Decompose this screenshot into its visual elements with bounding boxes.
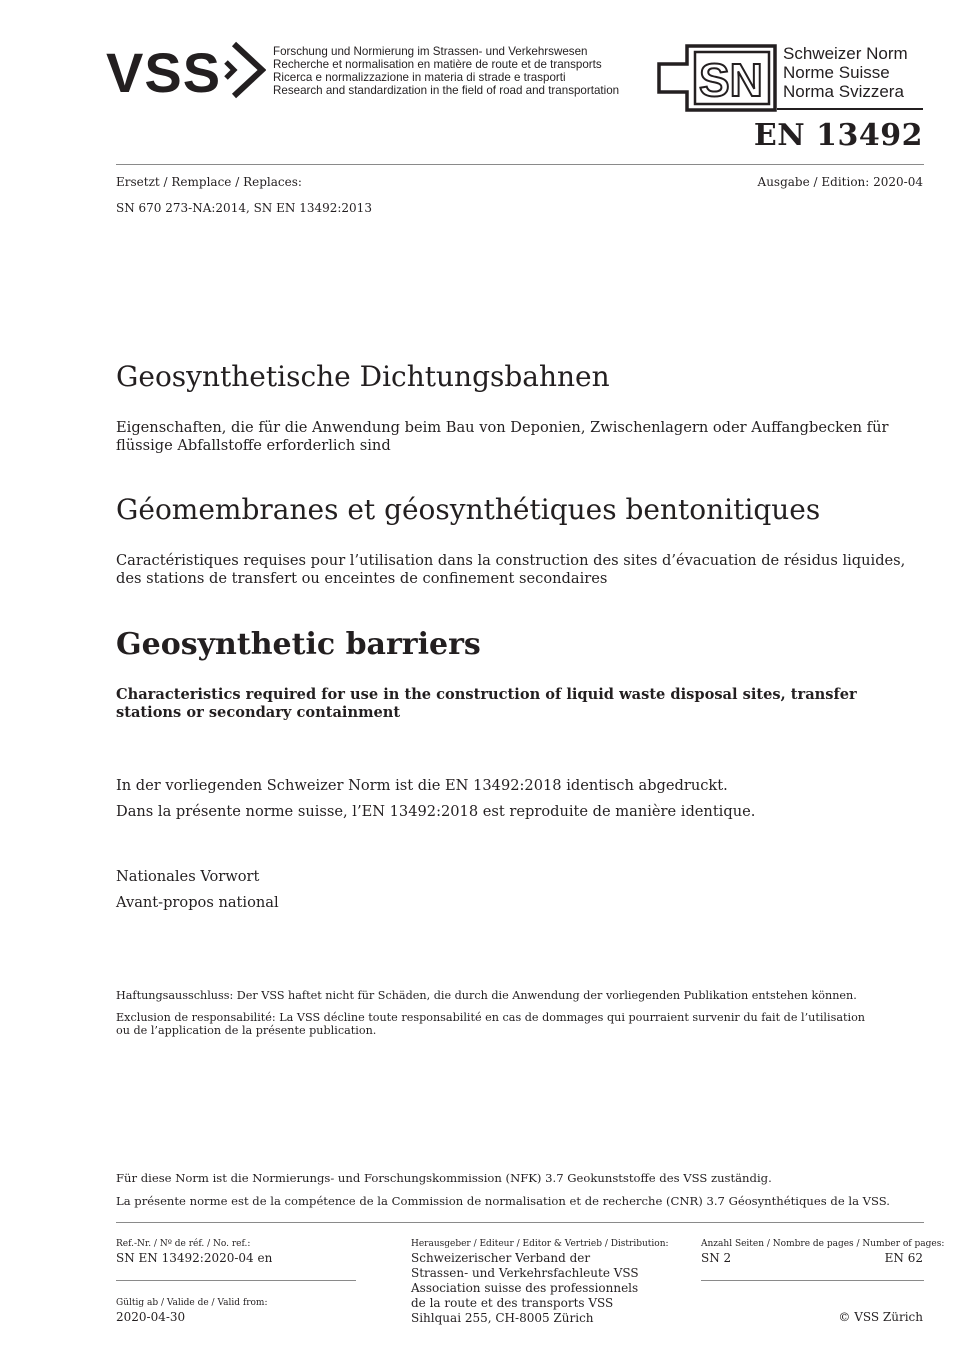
publisher-line: Schweizerischer Verband der <box>411 1251 591 1265</box>
sn-names <box>783 44 908 101</box>
reference-value: SN EN 13492:2020-04 en <box>116 1251 273 1265</box>
title-french: Géomembranes et géosynthétiques bentonitiques <box>116 493 821 526</box>
copyright: © VSS Zürich <box>838 1310 923 1324</box>
national-foreword-french: Avant-propos national <box>116 894 279 911</box>
vss-tagline-de: Forschung und Normierung im Strassen- und Verkehrswesen <box>273 45 588 58</box>
subtitle-english: Characteristics required for use in the construction of liquid waste disposal sites, transfer stations or secondary containment <box>116 686 857 721</box>
title-german: Geosynthetische Dichtungsbahnen <box>116 360 610 393</box>
replaces-label: Ersetzt / Remplace / Replaces: <box>116 175 302 189</box>
header-divider <box>116 164 924 165</box>
publisher-line: Sihlquai 255, CH-8005 Zürich <box>411 1311 594 1325</box>
subtitle-french: Caractéristiques requises pour l’utilisation dans la construction des sites d’évacuation de résidus liquides, des stations de transfert ou enceintes de confinement secondaires <box>116 552 906 587</box>
reference-label: Ref.-Nr. / Nº de réf. / No. ref.: <box>116 1239 251 1249</box>
responsibility-german: Für diese Norm ist die Normierungs- und Forschungskommission (NFK) 3.7 Geokunststoffe des VSS zuständig. <box>116 1171 772 1185</box>
sn-name-fr: Norme Suisse <box>783 63 890 82</box>
pages-sn: SN 2 <box>701 1251 732 1265</box>
vss-tagline <box>273 45 619 97</box>
svg-text:VSS: VSS <box>106 41 222 100</box>
valid-from-value: 2020-04-30 <box>116 1310 186 1324</box>
vss-logo <box>106 40 266 100</box>
reference-divider <box>116 1280 356 1281</box>
valid-from-label: Gültig ab / Valide de / Valid from: <box>116 1298 268 1308</box>
pages-en: EN 62 <box>884 1251 923 1265</box>
disclaimer-french: Exclusion de responsabilité: La VSS décline toute responsabilité en cas de dommages qui pourraient survenir du fait de l’utilisation ou de l’application de la présente publication. <box>116 1011 866 1037</box>
pages-divider <box>701 1280 924 1281</box>
vss-tagline-fr: Recherche et normalisation en matière de route et de transports <box>273 58 602 71</box>
publisher-address <box>411 1251 639 1326</box>
publisher-line: Strassen- und Verkehrsfachleute VSS <box>411 1266 639 1280</box>
title-english: Geosynthetic barriers <box>116 627 481 662</box>
publisher-line: de la route et des transports VSS <box>411 1296 614 1310</box>
svg-text:SN: SN <box>699 54 763 106</box>
identity-note-german: In der vorliegenden Schweizer Norm ist die EN 13492:2018 identisch abgedruckt. <box>116 777 728 794</box>
footer-divider <box>116 1222 924 1223</box>
vss-tagline-it: Ricerca e normalizzazione in materia di strade e trasporti <box>273 71 566 84</box>
responsibility-french: La présente norme est de la compétence de la Commission de normalisation et de recherche (CNR) 3.7 Géosynthétiques de la VSS. <box>116 1194 890 1208</box>
disclaimer-german: Haftungsausschluss: Der VSS haftet nicht für Schäden, die durch die Anwendung der vorliegenden Publikation entstehen können. <box>116 989 857 1002</box>
edition: Ausgabe / Edition: 2020-04 <box>757 175 923 189</box>
standard-number: EN 13492 <box>753 118 923 153</box>
sn-logo <box>657 44 777 112</box>
national-foreword-german: Nationales Vorwort <box>116 868 260 885</box>
sn-divider <box>777 108 923 110</box>
sn-name-de: Schweizer Norm <box>783 44 908 63</box>
publisher-label: Herausgeber / Editeur / Editor & Vertrieb / Distribution: <box>411 1239 669 1249</box>
replaces-value: SN 670 273-NA:2014, SN EN 13492:2013 <box>116 201 372 215</box>
sn-name-it: Norma Svizzera <box>783 82 904 101</box>
publisher-line: Association suisse des professionnels <box>411 1281 639 1295</box>
identity-note-french: Dans la présente norme suisse, l’EN 13492:2018 est reproduite de manière identique. <box>116 803 756 820</box>
subtitle-german: Eigenschaften, die für die Anwendung beim Bau von Deponien, Zwischenlagern oder Auffangbecken für flüssige Abfallstoffe erforderlich sind <box>116 419 889 454</box>
pages-label: Anzahl Seiten / Nombre de pages / Number of pages: <box>701 1239 945 1249</box>
vss-tagline-en: Research and standardization in the field of road and transportation <box>273 84 620 97</box>
